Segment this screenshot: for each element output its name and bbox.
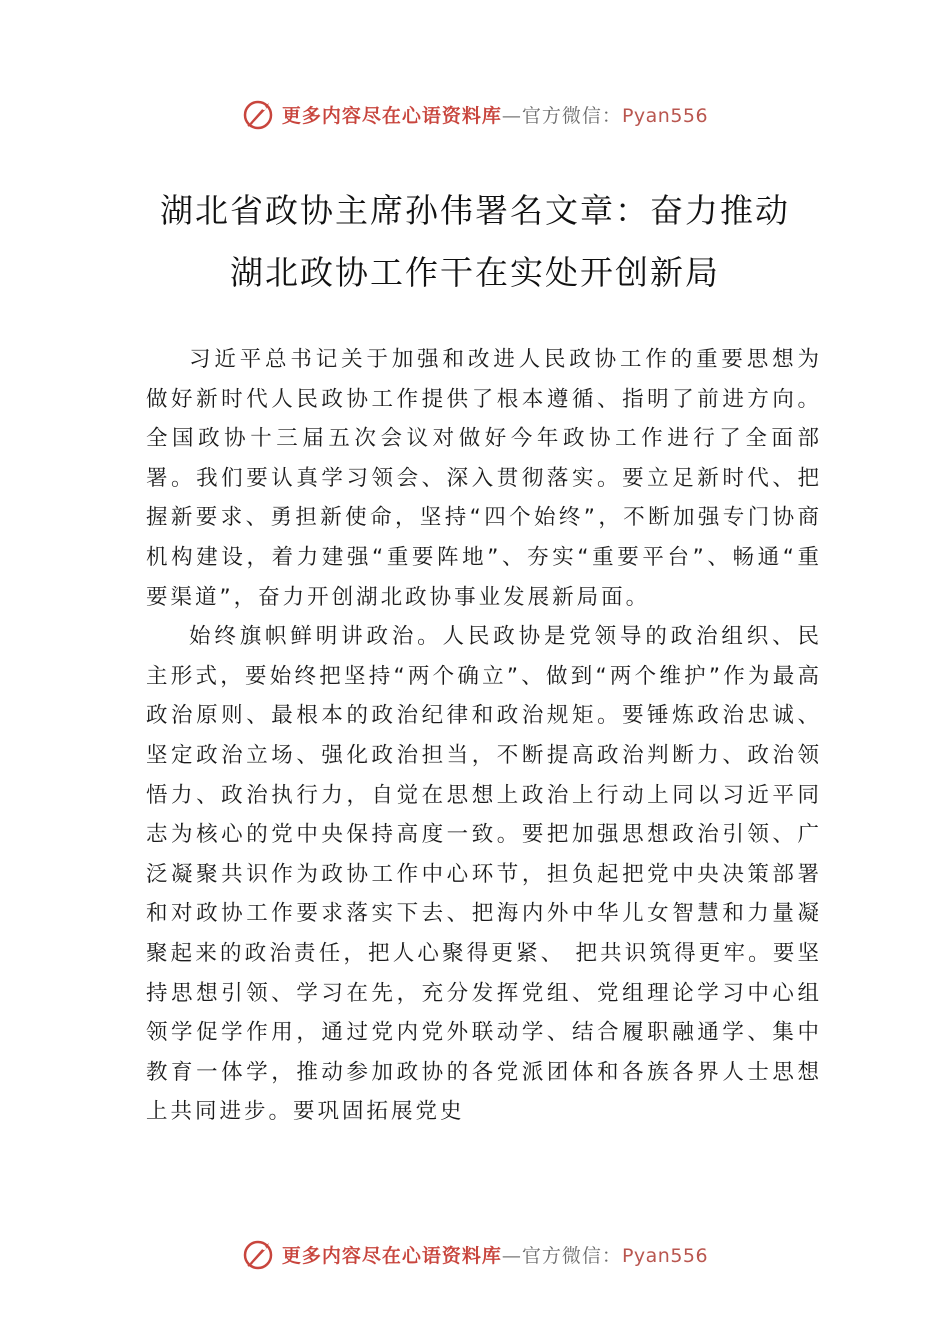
title-line-1: 湖北省政协主席孙伟署名文章：奋力推动	[160, 191, 790, 230]
watermark-id: Pyan556	[621, 1244, 709, 1267]
pen-logo-icon	[242, 1237, 276, 1271]
watermark-dash: —	[501, 1244, 522, 1267]
watermark-label: 官方微信：	[521, 104, 622, 127]
paragraph: 始终旗帜鲜明讲政治。人民政协是党领导的政治组织、民主形式，要始终把坚持“两个确立”、做到“两个维护”作为最高政治原则、最根本的政治纪律和政治规矩。要锤炼政治忠诚、坚定政治立场、强化政治担当，不断提高政治判断力、政治领悟力、政治执行力，自觉在思想上政治上行动上同以习近平同志为核心的党中央保持高度一致。要把加强思想政治引领、广泛凝聚共识作为政协工作中心环节，担负起把党中央决策部署和对政协工作要求落实下去、把海内外中华儿女智慧和力量凝聚起来的政治责任，把人心聚得更紧、 把共识筑得更牢。要坚持思想引领、学习在先，充分发挥党组、党组理论学习中心组领学促学作用，通过党内党外联动学、结合履职融通学、集中教育一体学，推动参加政协的各党派团体和各族各界人士思想上共同进步。要巩固拓展党史	[146, 624, 822, 1125]
watermark-label: 官方微信：	[521, 1244, 622, 1267]
header-watermark	[0, 94, 950, 134]
watermark-dash: —	[501, 104, 522, 127]
watermark-main: 更多内容尽在心语资料库	[281, 1244, 502, 1267]
watermark-main: 更多内容尽在心语资料库	[281, 104, 502, 127]
article-body	[146, 340, 822, 1132]
title-line-2: 湖北政协工作干在实处开创新局	[230, 253, 720, 292]
article-title	[0, 180, 950, 304]
watermark-text	[282, 1241, 708, 1268]
paragraph: 习近平总书记关于加强和改进人民政协工作的重要思想为做好新时代人民政协工作提供了根本遵循、指明了前进方向。全国政协十三届五次会议对做好今年政协工作进行了全面部署。我们要认真学习领会、深入贯彻落实。要立足新时代、把握新要求、勇担新使命，坚持“四个始终”，不断加强专门协商机构建设，着力建强“重要阵地”、夯实“重要平台”、畅通“重要渠道”，奋力开创湖北政协事业发展新局面。	[146, 347, 822, 610]
pen-logo-icon	[242, 97, 276, 131]
footer-watermark	[0, 1234, 950, 1274]
watermark-id: Pyan556	[621, 104, 709, 127]
watermark-text	[282, 101, 708, 128]
